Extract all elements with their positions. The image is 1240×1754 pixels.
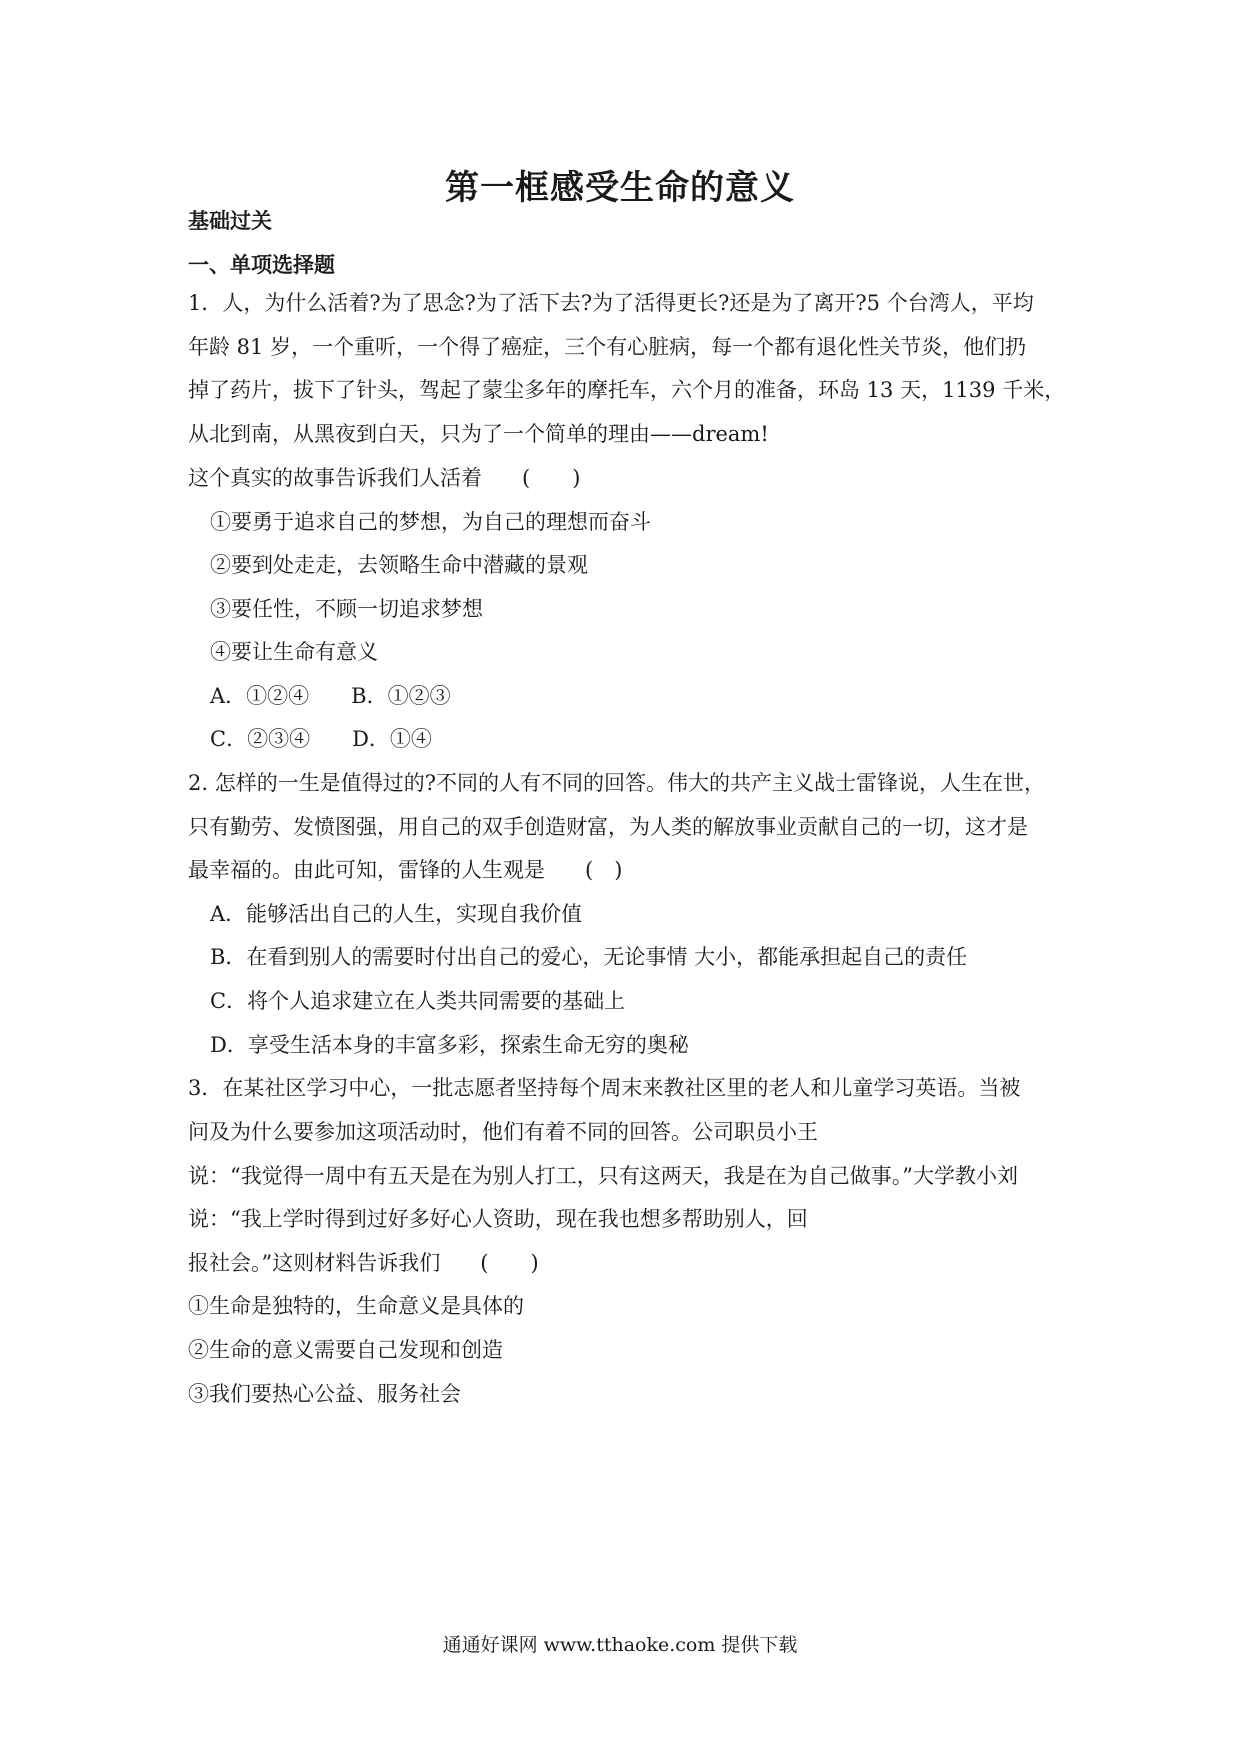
q3-line-5 [188,1253,539,1274]
q3-line-4: 说：“我上学时得到过好多好心人资助，现在我也想多帮助别人，回 [188,1207,808,1231]
q1-item-3: ③要任性，不顾一切追求梦想 [210,597,483,621]
q2-line-2: 只有勤劳、发愤图强，用自己的双手创造财富，为人类的解放事业贡献自己的一切，这才是 [188,815,1028,839]
q2-option-c: C．将个人追求建立在人类共同需要的基础上 [210,989,626,1013]
q1-item-4: ④要让生命有意义 [210,640,378,664]
q1-options-row-2: C．②③④ D．①④ [210,727,432,751]
q1-line-2: 年龄 81 岁，一个重听，一个得了癌症，三个有心脏病，每一个都有退化性关节炎，他们扔 [188,335,1027,359]
q2-line-3-text: 最幸福的。由此可知，雷锋的人生观是 [188,858,545,882]
q2-option-b: B．在看到别人的需要时付出自己的爱心，无论事情 大小，都能承担起自己的责任 [210,945,968,969]
q2-line-3 [188,860,622,881]
q1-answer-paren: ( ) [522,466,581,490]
q3-answer-paren: ( ) [480,1251,539,1275]
q1-stem-text: 这个真实的故事告诉我们人活着 [188,466,482,490]
q2-line-1: 2. 怎样的一生是值得过的?不同的人有不同的回答。伟大的共产主义战士雷锋说，人生在世， [188,771,1045,795]
q1-options-row-1: A．①②④ B．①②③ [210,684,451,708]
q2-answer-paren: ( ) [585,858,623,882]
q1-line-3: 掉了药片，拔下了针头，驾起了蒙尘多年的摩托车，六个月的准备，环岛 13 天，1139 千米， [188,378,1066,402]
page-footer: 通通好课网 www.tthaoke.com 提供下载 [442,1634,798,1656]
q3-line-3: 说：“我觉得一周中有五天是在为别人打工，只有这两天，我是在为自己做事。”大学教小刘 [188,1164,1018,1188]
q2-option-a: A．能够活出自己的人生，实现自我价值 [210,902,583,926]
q1-stem [188,468,580,489]
q1-item-1: ①要勇于追求自己的梦想，为自己的理想而奋斗 [210,510,651,534]
q3-line-2: 问及为什么要参加这项活动时，他们有着不同的回答。公司职员小王 [188,1120,818,1144]
q3-line-1: 3．在某社区学习中心，一批志愿者坚持每个周末来教社区里的老人和儿童学习英语。当被 [188,1076,1021,1100]
q3-item-2: ②生命的意义需要自己发现和创造 [188,1338,503,1362]
page-title: 第一框感受生命的意义 [445,168,795,208]
q1-item-2: ②要到处走走，去领略生命中潜藏的景观 [210,553,588,577]
subsection-heading: 一、单项选择题 [188,252,335,277]
q3-item-1: ①生命是独特的，生命意义是具体的 [188,1294,524,1318]
q3-line-5-text: 报社会。”这则材料告诉我们 [188,1251,441,1275]
q3-item-3: ③我们要热心公益、服务社会 [188,1382,461,1406]
section-heading: 基础过关 [188,208,272,233]
q1-line-4: 从北到南，从黑夜到白天，只为了一个简单的理由——dream! [188,422,769,446]
q2-option-d: D．享受生活本身的丰富多彩，探索生命无穷的奥秘 [210,1033,689,1057]
q1-line-1: 1．人，为什么活着?为了思念?为了活下去?为了活得更长?还是为了离开?5 个台湾人，平均 [188,291,1034,315]
